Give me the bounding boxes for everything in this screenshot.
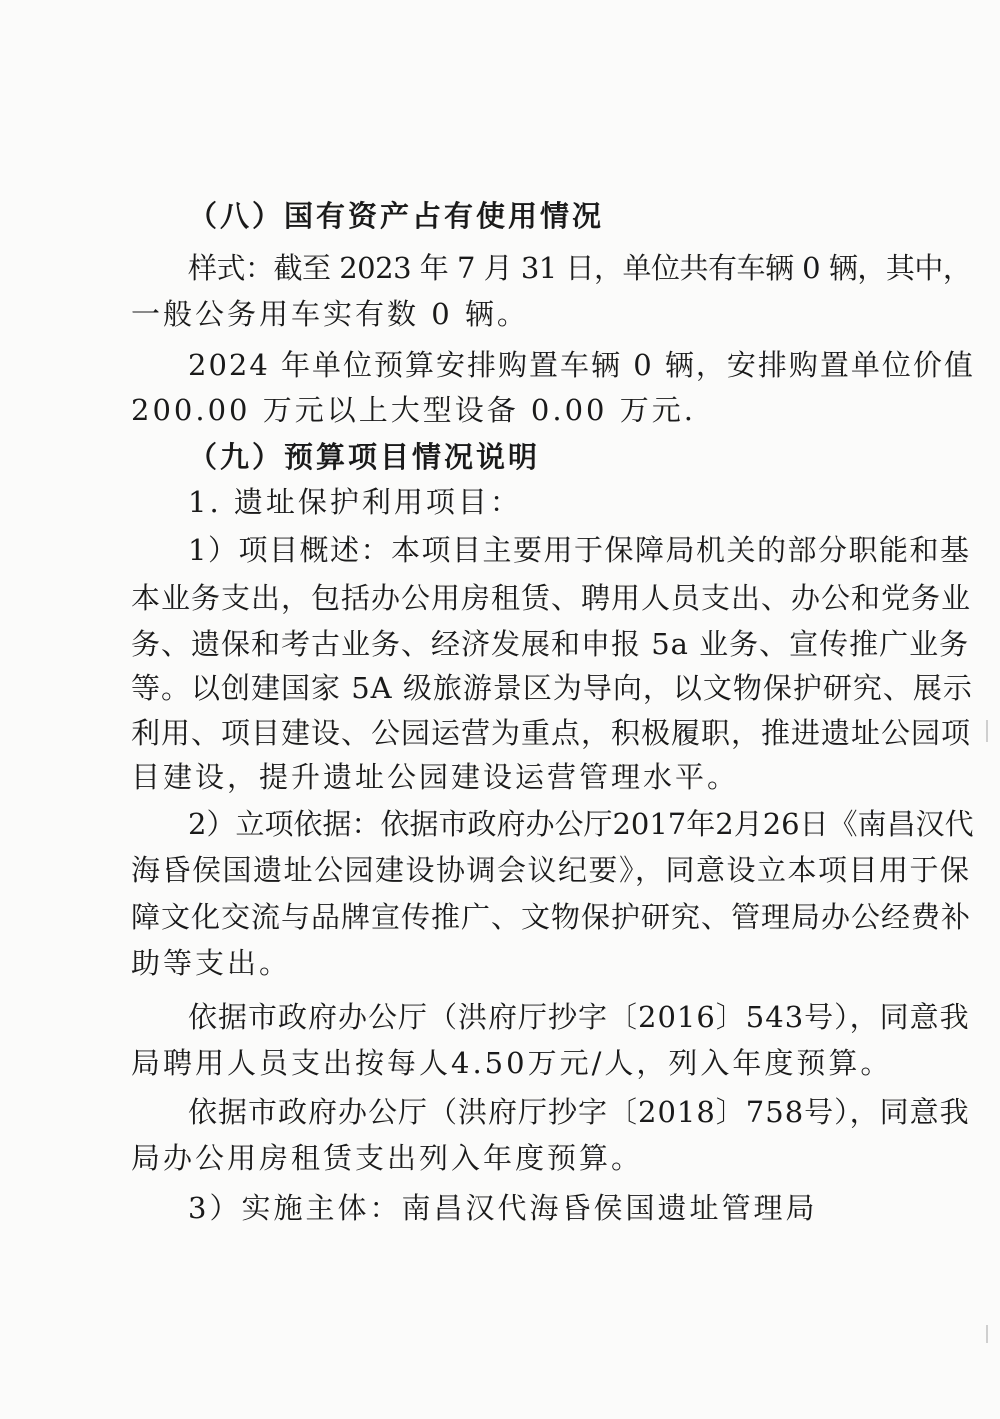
paragraph-line: 利用、项目建设、公园运营为重点，积极履职，推进遗址公园项 (131, 716, 972, 750)
section-heading-state-assets: （八）国有资产占有使用情况 (188, 199, 605, 233)
paragraph-line: 一般公务用车实有数 0 辆。 (131, 297, 529, 331)
paragraph-line: 局聘用人员支出按每人4.50万元/人，列入年度预算。 (131, 1046, 893, 1080)
paragraph-line: 本业务支出，包括办公用房租赁、聘用人员支出、办公和党务业 (131, 581, 972, 615)
scan-mark (986, 720, 988, 742)
paragraph-line: 200.00 万元以上大型设备 0.00 万元. (131, 393, 696, 427)
paragraph-line: 等。以创建国家 5A 级旅游景区为导向，以文物保护研究、展示 (131, 671, 973, 705)
paragraph-line: 务、遗保和考古业务、经济发展和申报 5a 业务、宣传推广业务 (131, 627, 970, 661)
paragraph-line: 样式：截至 2023 年 7 月 31 日，单位共有车辆 0 辆，其中， (188, 251, 972, 285)
paragraph-line: 2024 年单位预算安排购置车辆 0 辆，安排购置单位价值 (188, 348, 975, 382)
section-heading-budget-projects: （九）预算项目情况说明 (188, 440, 541, 474)
paragraph-line: 障文化交流与品牌宣传推广、文物保护研究、管理局办公经费补 (131, 900, 972, 934)
paragraph-line: 3）实施主体：南昌汉代海昏侯国遗址管理局 (188, 1191, 818, 1225)
scan-mark (986, 1325, 988, 1343)
paragraph-line: 目建设，提升遗址公园建设运营管理水平。 (131, 760, 740, 794)
subsection-heading: 1. 遗址保护利用项目： (188, 485, 522, 519)
paragraph-line: 海昏侯国遗址公园建设协调会议纪要》，同意设立本项目用于保 (131, 853, 971, 887)
paragraph-line: 局办公用房租赁支出列入年度预算。 (131, 1141, 644, 1175)
paragraph-line: 1）项目概述：本项目主要用于保障局机关的部分职能和基 (188, 533, 971, 567)
paragraph-line: 依据市政府办公厅（洪府厅抄字〔2018〕758号），同意我 (188, 1095, 970, 1129)
paragraph-line: 依据市政府办公厅（洪府厅抄字〔2016〕543号），同意我 (188, 1000, 970, 1034)
paragraph-line: 2）立项依据：依据市政府办公厅2017年2月26日《南昌汉代 (188, 807, 974, 841)
paragraph-line: 助等支出。 (131, 946, 292, 980)
